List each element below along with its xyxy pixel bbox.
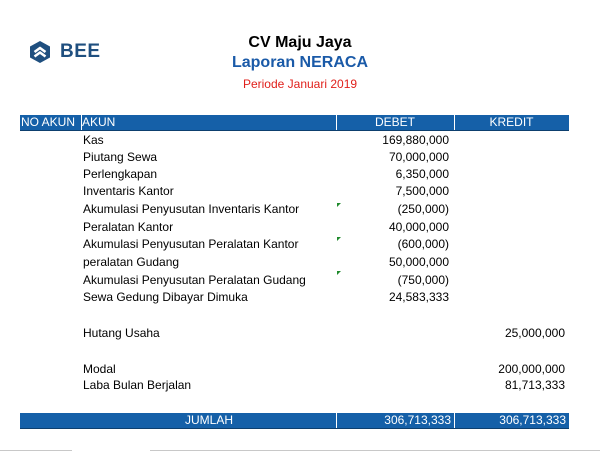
account-name: Peralatan Kantor bbox=[83, 220, 174, 234]
account-name: peralatan Gudang bbox=[83, 255, 180, 269]
table-row bbox=[0, 202, 600, 217]
account-name: Akumulasi Penyusutan Inventaris Kantor bbox=[83, 202, 300, 216]
table-row bbox=[0, 326, 600, 341]
kredit-value: 200,000,000 bbox=[498, 362, 565, 376]
debet-value: 169,880,000 bbox=[382, 133, 449, 147]
total-label: JUMLAH bbox=[184, 413, 233, 427]
sheet-tab-border bbox=[150, 450, 600, 451]
logo-text: BEE bbox=[60, 41, 101, 62]
table-row bbox=[0, 167, 600, 182]
table-row bbox=[0, 184, 600, 199]
table-row bbox=[0, 255, 600, 270]
table-header bbox=[20, 115, 569, 131]
total-debet: 306,713,333 bbox=[384, 413, 451, 427]
account-name: Piutang Sewa bbox=[83, 150, 158, 164]
table-row bbox=[0, 237, 600, 252]
cell-comment-marker[interactable] bbox=[337, 271, 341, 275]
account-name: Modal bbox=[83, 362, 116, 376]
sheet-tab-border bbox=[0, 450, 72, 451]
header-kredit: KREDIT bbox=[489, 115, 534, 129]
cell-comment-marker[interactable] bbox=[337, 237, 341, 241]
debet-value: (600,000) bbox=[397, 237, 449, 251]
header-akun: AKUN bbox=[82, 115, 116, 129]
header-no-akun: NO AKUN bbox=[21, 115, 76, 129]
debet-value: 70,000,000 bbox=[388, 150, 449, 164]
account-name: Perlengkapan bbox=[83, 167, 158, 181]
debet-value: 6,350,000 bbox=[395, 167, 449, 181]
table-row bbox=[0, 133, 600, 148]
debet-value: (750,000) bbox=[397, 273, 449, 287]
table-row bbox=[0, 220, 600, 235]
account-name: Sewa Gedung Dibayar Dimuka bbox=[83, 290, 248, 304]
company-name: CV Maju Jaya bbox=[248, 34, 352, 51]
account-name: Inventaris Kantor bbox=[83, 184, 174, 198]
cell-comment-marker[interactable] bbox=[337, 203, 341, 207]
debet-value: 24,583,333 bbox=[388, 290, 449, 304]
table-row bbox=[0, 378, 600, 393]
debet-value: 40,000,000 bbox=[388, 220, 449, 234]
table-row bbox=[0, 290, 600, 305]
table-row bbox=[0, 362, 600, 377]
report-period: Periode Januari 2019 bbox=[242, 77, 358, 91]
account-name: Akumulasi Penyusutan Peralatan Gudang bbox=[83, 273, 306, 287]
debet-value: 50,000,000 bbox=[388, 255, 449, 269]
account-name: Akumulasi Penyusutan Peralatan Kantor bbox=[83, 237, 299, 251]
total-kredit: 306,713,333 bbox=[499, 413, 566, 427]
kredit-value: 25,000,000 bbox=[504, 326, 565, 340]
account-name: Hutang Usaha bbox=[83, 326, 160, 340]
debet-value: (250,000) bbox=[397, 202, 449, 216]
report-title: Laporan NERACA bbox=[231, 54, 368, 71]
account-name: Kas bbox=[83, 133, 104, 147]
table-row bbox=[0, 150, 600, 165]
total-row bbox=[20, 413, 569, 429]
account-name: Laba Bulan Berjalan bbox=[83, 378, 192, 392]
header-debet: DEBET bbox=[374, 115, 415, 129]
kredit-value: 81,713,333 bbox=[504, 378, 565, 392]
table-row bbox=[0, 273, 600, 288]
debet-value: 7,500,000 bbox=[395, 184, 449, 198]
